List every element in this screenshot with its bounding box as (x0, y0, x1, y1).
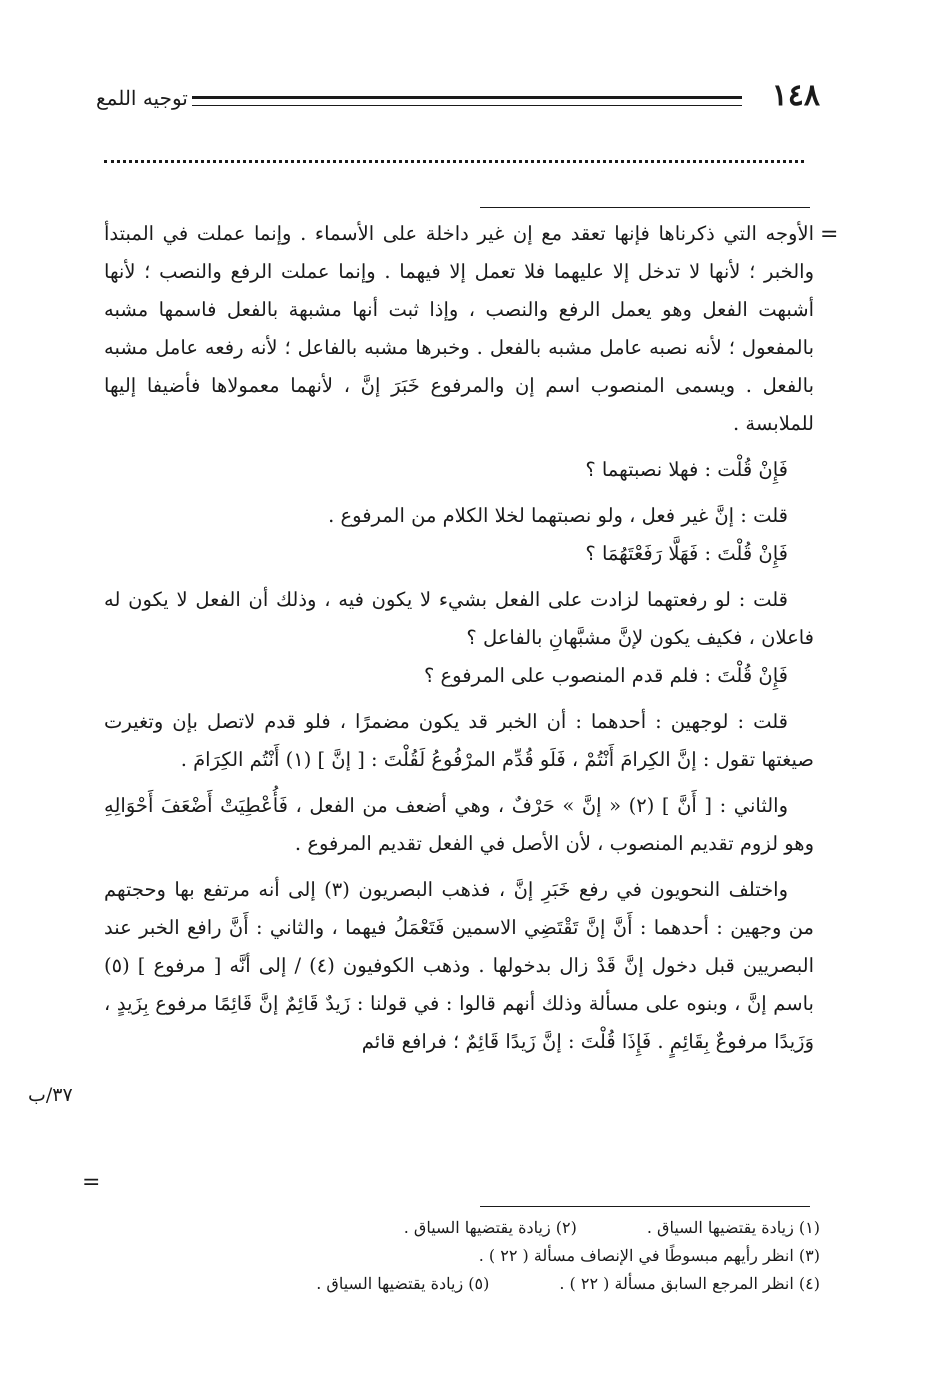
paragraph: قلت : لو رفعتهما لزادت على الفعل بشيء لا يكون فيه ، وذلك أن الفعل لا يكون له فاعلان ، فكيف يكون لإنَّ مشبَّهانِ بالفاعل ؟ (104, 588, 814, 649)
paragraph: والثاني : [ أَنَّ ] (٢) « إنَّ » حَرْفٌ ، وهي أضعف من الفعل ، فَأُعْطِيَتْ أَضْعَفَ أَحْوَالِهِ وهو لزوم تقديم المنصوب ، لأن الأصل في الفعل تقديم المرفوع . (104, 794, 814, 855)
footnote-row (230, 1214, 820, 1242)
paragraph: فَإِنْ قُلْتَ : فَهَلَّا رَفَعْتَهُمَا ؟ (585, 542, 788, 565)
footnote-row (230, 1242, 820, 1270)
paragraph: فَإِنْ قُلْت : فهلا نصبتهما ؟ (585, 458, 788, 481)
paragraph: قلت : لوجهين : أحدهما : أن الخبر قد يكون مضمرًا ، فلو قدم لاتصل بإن وتغيرت صيغتها تقول : إنَّ الكِرامَ أَنْتُمْ ، فَلَو قُدِّم المرْفُوعُ لَقُلْتَ : [ إنَّ ] (١) أَنْتُم الكِرَامَ . (104, 710, 814, 771)
paragraph: الأوجه التي ذكرناها فإنها تعقد مع إن غير داخلة على الأسماء . وإنما عملت في المبتدأ والخبر ؛ لأنها لا تدخل إلا عليهما فلا تعمل إلا فيهما . وإنما عملت الرفع والنصب ؛ لأنها أشبهت الفعل وهو يعمل الرفع والنصب ، وإذا ثبت أنها مشبهة بالفعل فاسمها مشبه بالمفعول ؛ لأنه نصبه عامل مشبه بالفعل . وخبرها مشبه بالفاعل ؛ لأنه رفعه عامل مشبه بالفعل . ويسمى المنصوب اسم إن والمرفوع خَبَرَ إنَّ ، لأنهما معمولاها فأضيفا إليها للملابسة . (104, 222, 814, 435)
footnote: (٣) انظر رأيهم مبسوطًا في الإنصاف مسألة ( ٢٢ ) . (478, 1246, 820, 1265)
dotted-separator (104, 160, 804, 163)
footnote-row (230, 1270, 820, 1298)
section-rule (480, 207, 810, 208)
footnote: (١) زيادة يقتضيها السياق . (646, 1218, 820, 1237)
continuation-mark-bottom: = (82, 1170, 101, 1195)
footnote: (٢) زيادة يقتضيها السياق . (403, 1218, 577, 1237)
footnotes (230, 1214, 820, 1298)
running-title: توجيه اللمع (96, 86, 188, 110)
paragraph: قلت : إنَّ غير فعل ، ولو نصبتهما لخلا الكلام من المرفوع . (328, 504, 788, 527)
paragraph: فَإِنْ قُلْتَ : فلم قدم المنصوب على المرفوع ؟ (423, 664, 788, 687)
continuation-mark-top: = (820, 222, 839, 247)
page-number: ١٤٨ (771, 78, 820, 113)
footnote: (٥) زيادة يقتضيها السياق . (316, 1274, 490, 1293)
paragraph: واختلف النحويون في رفع خَبَرِ إنَّ ، فذهب البصريون (٣) إلى أنه مرتفع بها وحجتهم من وجهين : أحدهما : أَنَّ إنَّ تَقْتَضِي الاسمين فَتَعْمَلُ فيهما ، والثاني : أَنَّ رافع الخبر عند البصريين قبل دخول إنَّ قَدْ زال بدخولها . وذهب الكوفيون (٤) / إلى أنَّه [ مرفوع ] (٥) باسم إنَّ ، وبنوه على مسألة وذلك أنهم قالوا : في قولنا : زَيدٌ قَائِمٌ إنَّ قَائِمًا مرفوع بِزَيدٍ ، وَزَيدًا مرفوعٌ بِقَائِمٍ . فَإِذَا قُلْتَ : إنَّ زَيدًا قَائِمٌ ؛ فرافع قائم (104, 878, 814, 1053)
footnote-rule (480, 1206, 810, 1207)
page-header (96, 76, 820, 116)
footnote: (٤) انظر المرجع السابق مسألة ( ٢٢ ) . (559, 1274, 820, 1293)
header-rule (192, 96, 742, 106)
main-text (104, 215, 814, 1061)
manuscript-folio-ref: ٣٧/ب (28, 1084, 73, 1106)
